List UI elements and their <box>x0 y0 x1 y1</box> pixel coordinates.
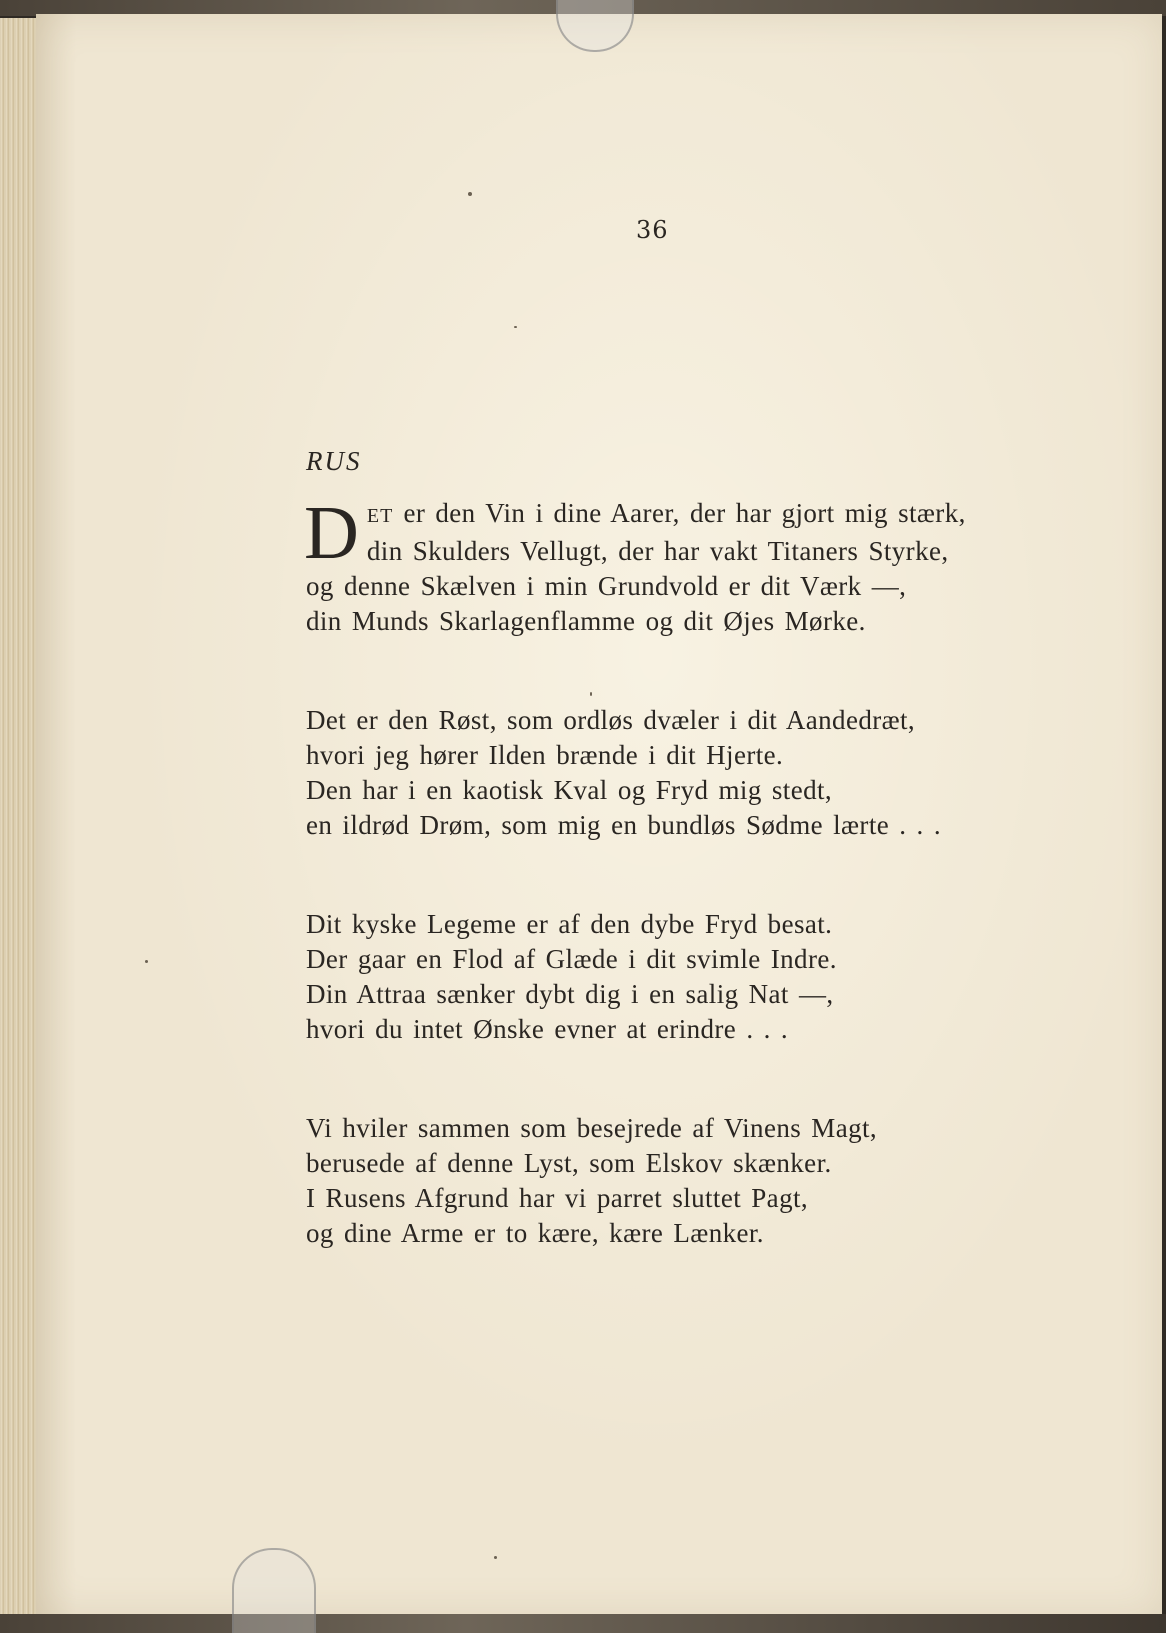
poem-line: berusede af denne Lyst, som Elskov skænker. <box>306 1148 832 1178</box>
paper-speck <box>468 192 472 196</box>
poem-line: Den har i en kaotisk Kval og Fryd mig stedt, <box>306 775 833 805</box>
poem-line: I Rusens Afgrund har vi parret sluttet Pagt, <box>306 1183 809 1213</box>
poem-line: Vi hviler sammen som besejrede af Vinens Magt, <box>306 1113 878 1143</box>
paper-speck <box>494 1556 497 1559</box>
stanza <box>306 907 1026 1047</box>
book-cover-bottom-edge <box>0 1614 1166 1633</box>
poem-line: hvori du intet Ønske evner at erindre . . . <box>306 1014 789 1044</box>
poem-line: Der gaar en Flod af Glæde i dit svimle Indre. <box>306 944 837 974</box>
poem-line: Dit kyske Legeme er af den dybe Fryd besat. <box>306 909 833 939</box>
poem-line: hvori jeg hører Ilden brænde i dit Hjerte. <box>306 740 784 770</box>
first-line <box>304 491 1026 575</box>
poem-line: Det er den Røst, som ordløs dvæler i dit Aandedræt, <box>306 705 916 735</box>
poem-line: en ildrød Drøm, som mig en bundløs Sødme lærte . . . <box>306 810 942 840</box>
poem-line <box>306 496 1026 534</box>
poem-body <box>304 491 1026 1315</box>
page-clip-bottom-icon <box>232 1548 316 1633</box>
page-number: 36 <box>636 216 669 244</box>
stanza <box>306 1111 1026 1251</box>
poem-title: RUS <box>306 446 362 476</box>
poem-line: og dine Arme er to kære, kære Lænker. <box>306 1218 764 1248</box>
stanza <box>306 703 1026 843</box>
small-caps-opening: ET <box>366 505 394 527</box>
first-line-text: er den Vin i dine Aarer, der har gjort mig stærk, <box>393 498 966 528</box>
poem-line: Din Attraa sænker dybt dig i en salig Nat —, <box>306 979 834 1009</box>
poem-line: din Skulders Vellugt, der har vakt Titaners Styrke, <box>366 536 949 566</box>
stanza <box>304 491 1026 639</box>
poem-line: din Munds Skarlagenflamme og dit Øjes Mørke. <box>306 606 866 636</box>
paper-speck <box>145 960 148 963</box>
drop-cap: D <box>304 491 359 575</box>
paper-speck <box>514 326 517 328</box>
poem-line: og denne Skælven i min Grundvold er dit Værk —, <box>306 571 907 601</box>
